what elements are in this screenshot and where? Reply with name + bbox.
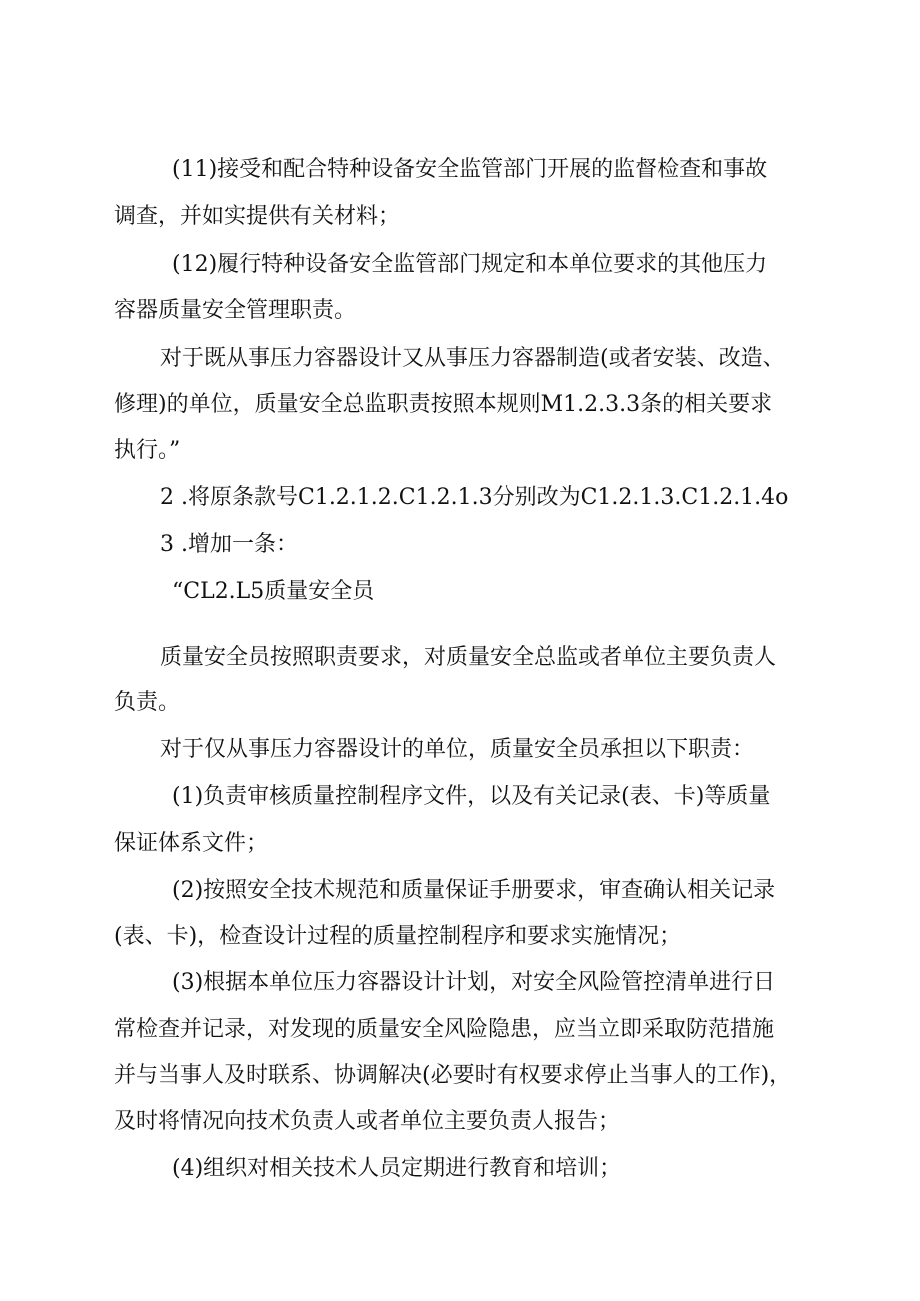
- text-line: (2)按照安全技术规范和质量保证手册要求，审查确认相关记录: [172, 878, 776, 903]
- text-line: 对于仅从事压力容器设计的单位，质量安全员承担以下职责：: [160, 737, 755, 762]
- text-line: (1)负责审核质量控制程序文件，以及有关记录(表、卡)等质量: [172, 784, 771, 809]
- text-line: 3 .增加一条：: [160, 532, 298, 557]
- text-line: 2 .将原条款号C1.2.1.2.C1.2.1.3分别改为C1.2.1.3.C1.2.1.4o: [160, 485, 789, 510]
- text-line: 对于既从事压力容器设计又从事压力容器制造(或者安装、改造、: [160, 346, 785, 371]
- text-line: (4)组织对相关技术人员定期进行教育和培训；: [172, 1156, 622, 1181]
- text-line: (12)履行特种设备安全监管部门规定和本单位要求的其他压力: [172, 252, 768, 277]
- text-line: 执行。”: [114, 438, 181, 463]
- text-line: 及时将情况向技术负责人或者单位主要负责人报告；: [114, 1109, 621, 1134]
- section-heading: “CL2.L5质量安全员: [172, 579, 375, 604]
- text-line: 修理)的单位，质量安全总监职责按照本规则M1.2.3.3条的相关要求: [114, 392, 773, 417]
- text-line: (表、卡)，检查设计过程的质量控制程序和要求实施情况；: [114, 924, 682, 949]
- text-line: 并与当事人及时联系、协调解决(必要时有权要求停止当事人的工作)，: [114, 1063, 792, 1088]
- text-line: 负责。: [114, 690, 181, 715]
- text-line: (11)接受和配合特种设备安全监管部门开展的监督检查和事故: [172, 157, 768, 182]
- text-line: 质量安全员按照职责要求，对质量安全总监或者单位主要负责人: [160, 645, 777, 670]
- text-line: 调查，并如实提供有关材料；: [114, 204, 401, 229]
- text-line: 保证体系文件；: [114, 831, 269, 856]
- text-line: (3)根据本单位压力容器设计计划，对安全风险管控清单进行日: [172, 970, 776, 995]
- text-line: 常检查并记录，对发现的质量安全风险隐患，应当立即采取防范措施: [114, 1017, 775, 1042]
- text-line: 容器质量安全管理职责。: [114, 298, 357, 323]
